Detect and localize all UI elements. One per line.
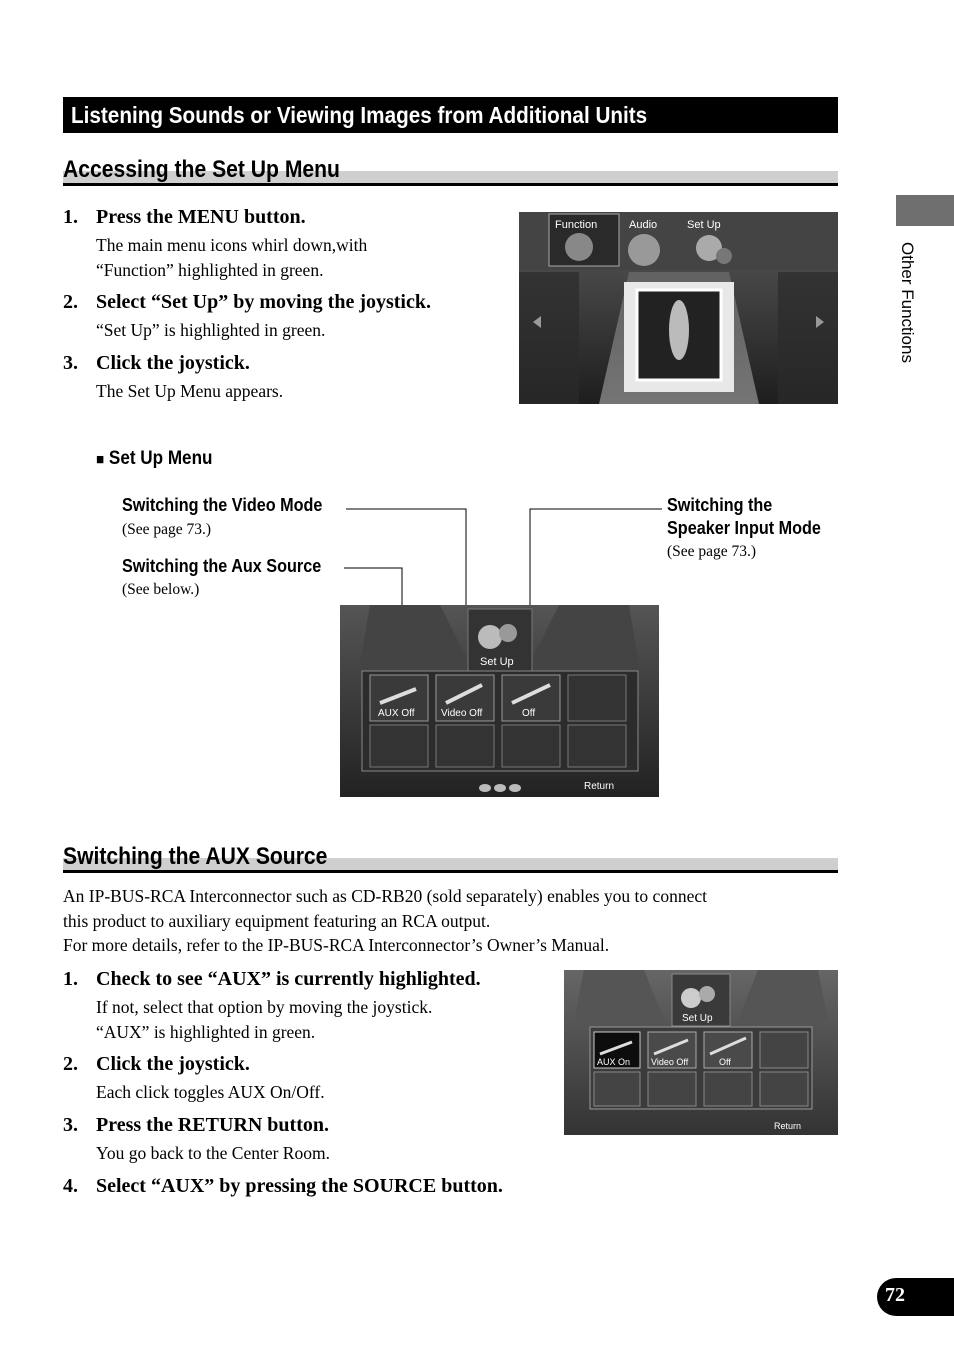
section-heading-aux: Switching the AUX Source — [63, 845, 838, 871]
callout-speaker-line1: Switching the — [667, 495, 773, 515]
callout-aux-source: Switching the Aux Source — [122, 556, 322, 576]
aux-step-1-desc: If not, select that option by moving the joystick. “AUX” is highlighted in green. — [96, 997, 433, 1042]
svg-text:Video Off: Video Off — [441, 708, 483, 719]
callout-video-mode: Switching the Video Mode — [122, 495, 323, 515]
callout-video-mode-ref: (See page 73.) — [122, 521, 212, 538]
svg-text:Return: Return — [584, 781, 615, 792]
aux-on-screenshot — [564, 970, 838, 1135]
aux-step-3-desc: You go back to the Center Room. — [96, 1143, 330, 1163]
svg-text:AUX On: AUX On — [597, 1057, 631, 1067]
svg-text:Off: Off — [719, 1057, 731, 1067]
step-1-desc: The main menu icons whirl down,with “Function” highlighted in green. — [96, 235, 368, 280]
callout-aux-source-ref: (See below.) — [122, 581, 200, 598]
side-tab-label: Other Functions — [898, 242, 917, 363]
aux-step-2: 2. Click the joystick. — [63, 1053, 250, 1075]
setup-menu-screenshot — [340, 605, 659, 797]
step-2-desc: “Set Up” is highlighted in green. — [96, 320, 326, 340]
banner-title: Listening Sounds or Viewing Images from Additional Units — [71, 102, 648, 128]
svg-text:Off: Off — [522, 708, 536, 719]
section-heading-setup: Accessing the Set Up Menu — [63, 158, 838, 184]
svg-text:Return: Return — [774, 1121, 802, 1131]
aux-step-4: 4. Select “AUX” by pressing the SOURCE button. — [63, 1175, 503, 1197]
svg-text:Function: Function — [555, 219, 598, 231]
svg-text:Set Up: Set Up — [480, 656, 514, 668]
svg-text:Set Up: Set Up — [682, 1013, 713, 1024]
page-number: 72 — [885, 1284, 905, 1306]
aux-step-2-desc: Each click toggles AUX On/Off. — [96, 1082, 325, 1102]
aux-intro: An IP-BUS-RCA Interconnector such as CD-RB20 (sold separately) enables you to connect this product to auxiliary equipment featuring an RCA output. For more details, refer to the IP-BUS-RCA Interconnector’s Owner’s Manual. — [63, 886, 707, 955]
aux-step-1: 1. Check to see “AUX” is currently highlighted. — [63, 968, 481, 990]
svg-text:Set Up: Set Up — [687, 219, 721, 231]
callout-speaker-ref: (See page 73.) — [667, 543, 757, 560]
step-3: 3. Click the joystick. — [63, 352, 250, 374]
page-number-badge — [877, 1278, 954, 1316]
aux-step-3: 3. Press the RETURN button. — [63, 1114, 329, 1136]
svg-text:AUX Off: AUX Off — [378, 708, 415, 719]
svg-text:Audio: Audio — [629, 219, 658, 231]
step-1: 1. Press the MENU button. — [63, 206, 306, 228]
step-2: 2. Select “Set Up” by moving the joystick. — [63, 291, 431, 313]
step-3-desc: The Set Up Menu appears. — [96, 381, 284, 401]
setup-menu-heading: ■ Set Up Menu — [96, 448, 213, 469]
svg-text:Video Off: Video Off — [651, 1057, 689, 1067]
callout-speaker-line2: Speaker Input Mode — [667, 518, 821, 538]
